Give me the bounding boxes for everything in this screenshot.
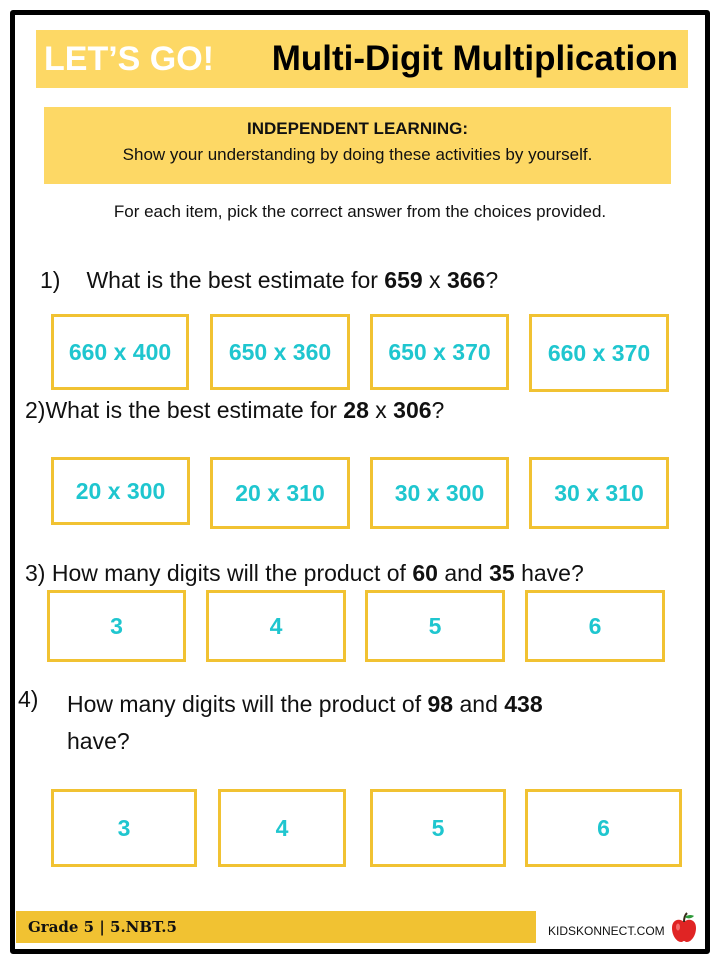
answer-option[interactable]: 660 x 370 [529,314,669,392]
question-number: 1) [40,267,61,293]
question-number-b: 35 [489,560,515,586]
question-number-a: 60 [412,560,438,586]
question-end: ? [485,267,499,293]
learning-heading: INDEPENDENT LEARNING: [246,119,468,138]
question-number-b: 306 [393,397,432,423]
lets-go-label: LET’S GO! [44,40,214,78]
question-text: How many digits will the product of [67,691,428,717]
instruction-text: For each item, pick the correct answer from the choices provided. [113,202,607,221]
question-connector: and [453,691,505,717]
answer-option[interactable]: 20 x 300 [51,457,190,525]
question-text: How many digits will the product of [45,560,413,586]
question-number: 2) [25,397,46,423]
answer-option[interactable]: 20 x 310 [210,457,350,529]
answer-option[interactable]: 6 [525,789,682,867]
answer-option[interactable]: 3 [51,789,197,867]
answer-option[interactable]: 4 [218,789,346,867]
footer-bar [16,911,536,943]
question-number-b: 438 [504,691,543,717]
question-text-line2: have? [67,728,130,754]
site-url: KIDSKONNECT.COM [548,924,665,938]
question-operator: x [422,267,447,293]
answer-option[interactable]: 30 x 300 [370,457,509,529]
question-number-a: 28 [343,397,369,423]
answer-option[interactable]: 650 x 370 [370,314,509,390]
question-number-a: 98 [427,691,454,717]
header-banner [36,30,688,88]
question-end: ? [431,397,445,423]
answer-option[interactable]: 30 x 310 [529,457,669,529]
question-1 [40,267,498,294]
question-2 [25,397,444,424]
question-number: 3) [25,560,46,586]
answer-option[interactable]: 6 [525,590,665,662]
question-number: 4) [18,686,39,712]
question-connector: and [437,560,490,586]
question-number-a: 659 [384,267,423,293]
question-text: What is the best estimate for [86,267,385,293]
answer-option[interactable]: 5 [365,590,505,662]
question-end: have? [514,560,584,586]
learning-text: Show your understanding by doing these activities by yourself. [122,145,593,164]
question-3 [25,560,584,587]
grade-label: Grade 5 | 5.NBT.5 [28,918,177,936]
answer-option[interactable]: 3 [47,590,186,662]
question-4-text [67,686,543,760]
question-4 [18,686,38,713]
answer-option[interactable]: 660 x 400 [51,314,189,390]
answer-option[interactable]: 5 [370,789,506,867]
question-operator: x [368,397,394,423]
apple-logo-icon [666,910,702,946]
page-title: Multi-Digit Multiplication [271,39,678,78]
question-number-b: 366 [446,267,486,293]
answer-option[interactable]: 4 [206,590,346,662]
answer-option[interactable]: 650 x 360 [210,314,350,390]
question-text: What is the best estimate for [45,397,344,423]
independent-learning-box [44,107,671,184]
